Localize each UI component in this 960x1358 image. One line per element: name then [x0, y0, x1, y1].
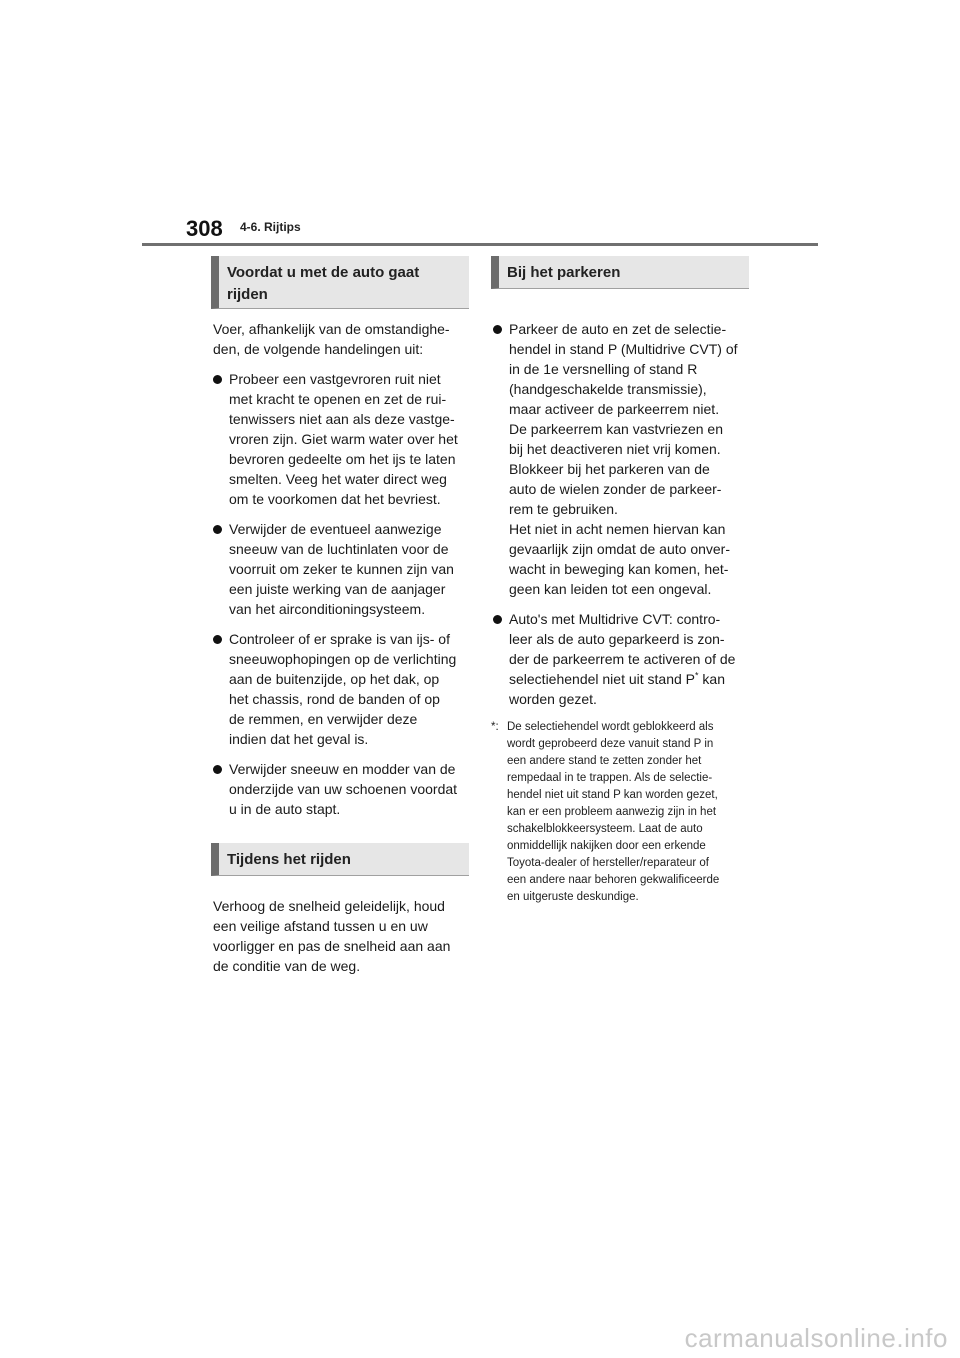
footnote [491, 719, 749, 906]
list-item-text: Verwijder sneeuw en modder van de onderzijde van uw schoenen voordat u in de auto stapt. [229, 761, 458, 817]
heading-parking: Bij het parkeren [491, 256, 749, 289]
footnote-text: De selectiehendel wordt geblokkeerd als wordt geprobeerd deze vanuit stand P in een andere stand te zetten zonder het rempedaal in te trappen. Als de selectie- hendel niet uit stand P kan worden gezet, kan er een probleem aanwezig zijn in het schakelblokkeersysteem. Laat de auto onmiddellijk nakijken door een erkende Toyota-dealer of hersteller/reparateur of een andere naar behoren gekwalificeerde en uitgeruste deskundige. [507, 721, 720, 903]
left-column [211, 256, 469, 976]
list-item [211, 369, 469, 509]
list-item [491, 319, 749, 599]
list-item [211, 519, 469, 619]
page-number: 308 [186, 216, 223, 241]
list-item-text: Auto's met Multidrive CVT: contro- leer als de auto geparkeerd is zon- der de parkeerrem te activeren of de selectiehendel niet uit stand P [509, 611, 736, 687]
list-item [211, 759, 469, 819]
bullet-icon [213, 375, 222, 384]
bullet-icon [493, 615, 502, 624]
watermark: carmanualsonline.info [684, 1323, 948, 1353]
list-item-text-end: kan worden gezet. [509, 671, 725, 707]
list-item-text: Parkeer de auto en zet de selectie- hendel in stand P (Multidrive CVT) of in de 1e versnelling of stand R (handgeschakelde transmissie), maar activeer de parkeerrem niet. De parkeerrem kan vastvriezen en bij het deactiveren niet vrij komen. Blokkeer bij het parkeren van de auto de wielen zonder de parkeer- rem te gebruiken. Het niet in acht nemen hiervan kan gevaarlijk zijn omdat de auto onver- wacht in beweging kan komen, het- geen kan leiden tot een ongeval. [509, 321, 738, 597]
list-item-text: Verwijder de eventueel aanwezige sneeuw van de luchtinlaten voor de voorruit om zeker te kunnen zijn van een juiste werking van de aanjager van het airconditioningsysteem. [229, 521, 454, 617]
bullet-icon [493, 325, 502, 334]
footnote-reference: * [695, 670, 699, 681]
right-column [491, 256, 749, 906]
bullet-icon [213, 525, 222, 534]
section-label: 4-6. Rijtips [240, 220, 301, 234]
list-item [211, 629, 469, 749]
driving-text: Verhoog de snelheid geleidelijk, houd een veilige afstand tussen u en uw voorligger en pas de snelheid aan aan de conditie van de weg. [213, 898, 451, 974]
heading-before-driving: Voordat u met de auto gaat rijden [211, 256, 469, 309]
bullet-icon [213, 635, 222, 644]
footnote-mark: *: [491, 721, 499, 733]
heading-while-driving: Tijdens het rijden [211, 843, 469, 876]
list-item-text: Controleer of er sprake is van ijs- of sneeuwophopingen op de verlichting aan de buitenzijde, op het dak, op het chassis, rond de banden of op de remmen, en verwijder deze indien dat het geval is. [229, 631, 457, 747]
list-item-text: Probeer een vastgevroren ruit niet met kracht te openen en zet de rui- tenwissers niet aan als deze vastge- vroren zijn. Giet warm water over het bevroren gedeelte om het ijs te laten smelten. Veeg het water direct weg om te voorkomen dat het bevriest. [229, 371, 458, 507]
list-item [491, 609, 749, 709]
intro-text: Voer, afhankelijk van de omstandighe- den, de volgende handelingen uit: [213, 321, 450, 357]
bullet-icon [213, 765, 222, 774]
header-rule [142, 243, 818, 246]
